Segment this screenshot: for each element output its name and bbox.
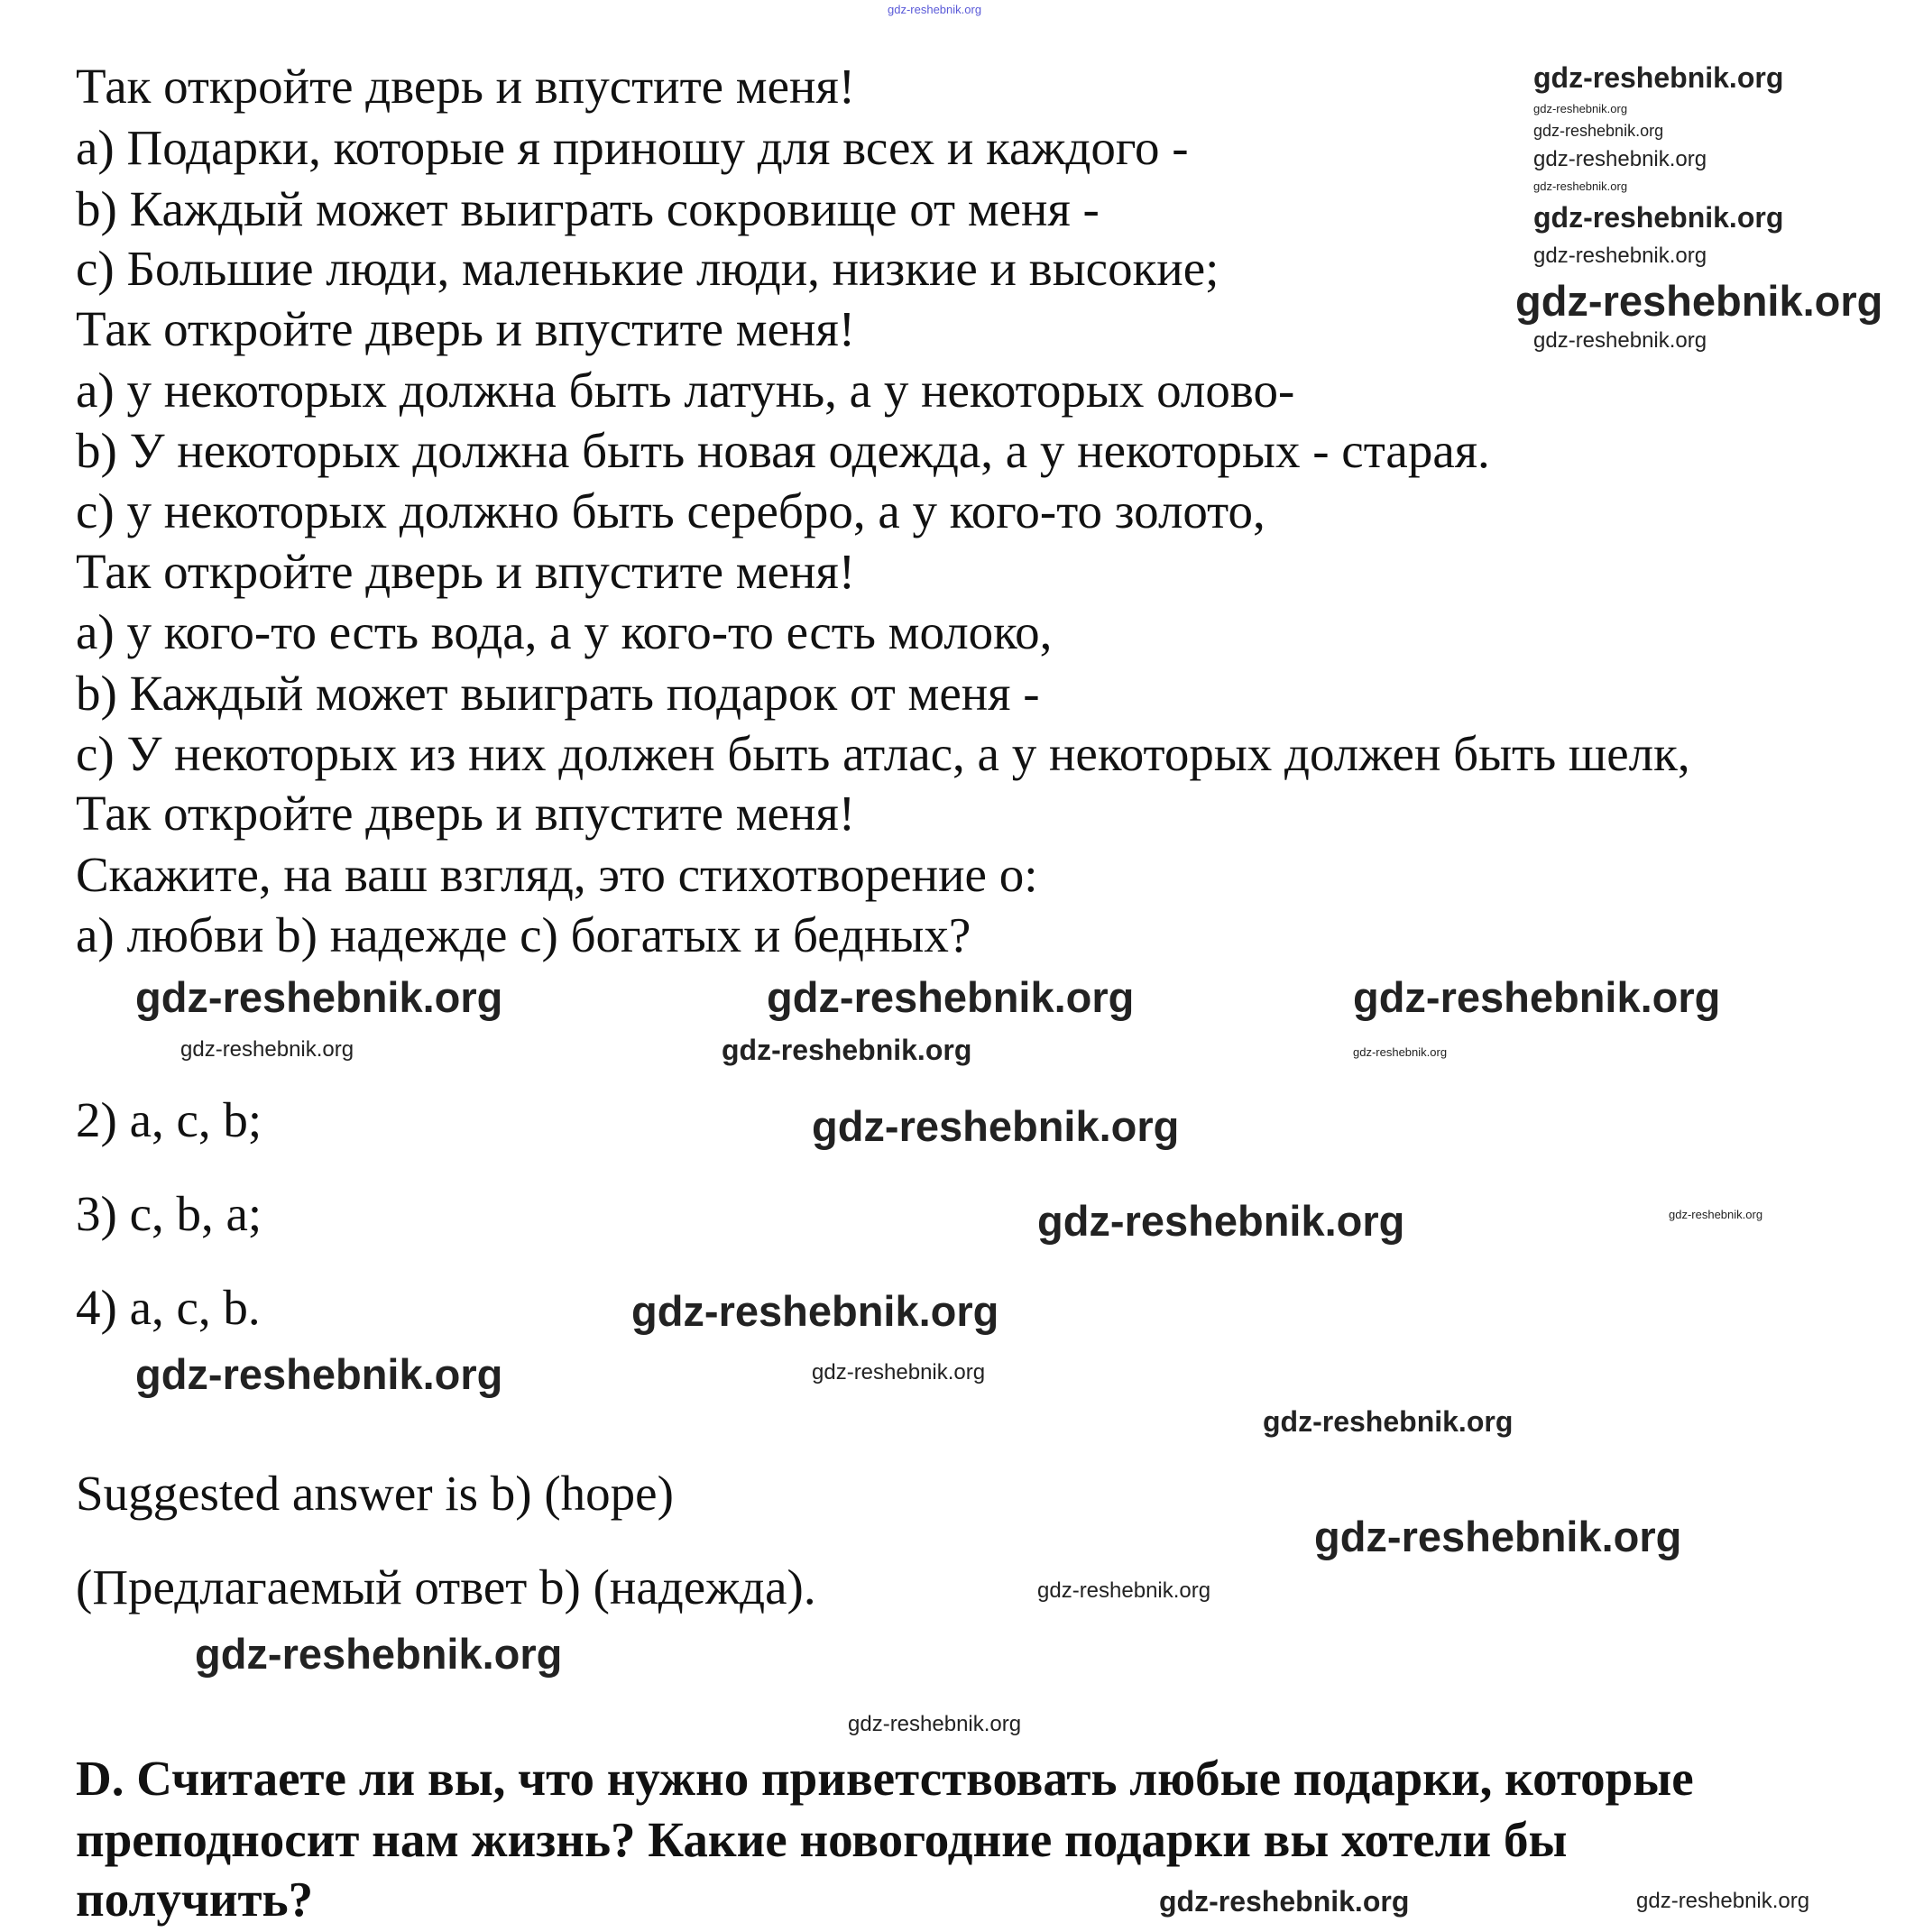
poem-line: b) Каждый может выиграть сокровище от меня -	[76, 181, 1100, 236]
watermark: gdz-reshebnik.org	[888, 3, 982, 16]
question-d-line: получить?	[76, 1872, 314, 1927]
watermark: gdz-reshebnik.org	[848, 1712, 1022, 1736]
watermark: gdz-reshebnik.org	[1037, 1578, 1211, 1603]
poem-line: Так откройте дверь и впустите меня!	[76, 59, 856, 114]
watermark: gdz-reshebnik.org	[1533, 244, 1707, 268]
watermark: gdz-reshebnik.org	[1314, 1513, 1682, 1560]
question-options-line: a) любви b) надежде c) богатых и бедных?	[76, 907, 971, 962]
watermark: gdz-reshebnik.org	[1263, 1405, 1514, 1438]
watermark: gdz-reshebnik.org	[767, 973, 1135, 1021]
poem-line: b) Каждый может выиграть подарок от меня -	[76, 666, 1040, 721]
watermark: gdz-reshebnik.org	[1037, 1197, 1405, 1245]
watermark: gdz-reshebnik.org	[1533, 61, 1784, 94]
poem-line: a) у кого-то есть вода, а у кого-то есть молоко,	[76, 604, 1053, 659]
watermark: gdz-reshebnik.org	[1533, 122, 1664, 140]
watermark: gdz-reshebnik.org	[135, 1350, 503, 1398]
watermark: gdz-reshebnik.org	[195, 1630, 563, 1678]
watermark: gdz-reshebnik.org	[812, 1102, 1180, 1150]
watermark: gdz-reshebnik.org	[1533, 102, 1628, 115]
poem-line: a) у некоторых должна быть латунь, а у некоторых олово-	[76, 363, 1295, 418]
poem-line: b) У некоторых должна быть новая одежда, а у некоторых - старая.	[76, 423, 1490, 478]
poem-line: a) Подарки, которые я приношу для всех и каждого -	[76, 120, 1189, 175]
watermark: gdz-reshebnik.org	[1159, 1885, 1410, 1918]
watermark: gdz-reshebnik.org	[1669, 1208, 1763, 1221]
poem-line: Так откройте дверь и впустите меня!	[76, 544, 856, 599]
answer-english: Suggested answer is b) (hope)	[76, 1466, 674, 1521]
watermark: gdz-reshebnik.org	[1533, 179, 1628, 193]
watermark: gdz-reshebnik.org	[1533, 201, 1784, 234]
poem-line: c) У некоторых из них должен быть атлас, а у некоторых должен быть шелк,	[76, 726, 1690, 781]
answer-russian: (Предлагаемый ответ b) (надежда).	[76, 1559, 816, 1615]
option-3: 3) c, b, a;	[76, 1186, 262, 1241]
watermark: gdz-reshebnik.org	[1636, 1889, 1810, 1913]
watermark: gdz-reshebnik.org	[812, 1360, 986, 1385]
poem-line: c) у некоторых должно быть серебро, а у кого-то золото,	[76, 483, 1265, 538]
watermark: gdz-reshebnik.org	[1353, 1045, 1448, 1059]
option-4: 4) a, c, b.	[76, 1280, 261, 1335]
watermark: gdz-reshebnik.org	[1533, 147, 1707, 171]
watermark: gdz-reshebnik.org	[631, 1287, 999, 1335]
watermark: gdz-reshebnik.org	[135, 973, 503, 1021]
question-d-line: D. Считаете ли вы, что нужно приветствовать любые подарки, которые	[76, 1751, 1694, 1806]
question-d-line: преподносит нам жизнь? Какие новогодние подарки вы хотели бы	[76, 1812, 1568, 1867]
watermark: gdz-reshebnik.org	[1515, 277, 1883, 325]
poem-line: Так откройте дверь и впустите меня!	[76, 786, 856, 841]
question-line: Скажите, на ваш взгляд, это стихотворение о:	[76, 847, 1038, 902]
watermark: gdz-reshebnik.org	[722, 1034, 972, 1066]
watermark: gdz-reshebnik.org	[1353, 973, 1721, 1021]
watermark: gdz-reshebnik.org	[1533, 328, 1707, 353]
poem-line: Так откройте дверь и впустите меня!	[76, 301, 856, 356]
option-2: 2) a, c, b;	[76, 1092, 262, 1147]
poem-line: c) Большие люди, маленькие люди, низкие и высокие;	[76, 241, 1219, 296]
watermark: gdz-reshebnik.org	[180, 1037, 354, 1062]
